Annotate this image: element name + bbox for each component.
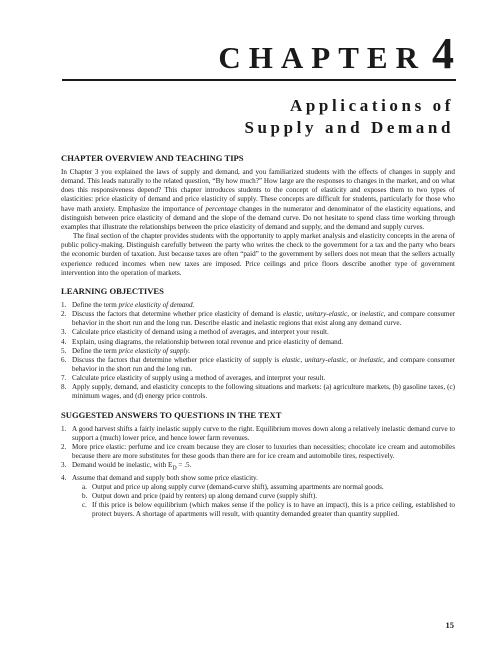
answer-item bbox=[61, 425, 455, 443]
objective-number: 4. bbox=[61, 337, 67, 346]
answer-subitem bbox=[72, 501, 455, 519]
objective-emphasis: elastic, unitary-elastic, bbox=[281, 355, 349, 364]
answer-text: A good harvest shifts a fairly inelastic supply curve to the right. Equilibrium moves down along a relatively inelastic demand curve to support a (much) lower price, and hence lower farm revenues. bbox=[72, 424, 455, 442]
subitem-text: Output down and price (paid by renters) up along demand curve (supply shift). bbox=[92, 492, 318, 501]
answer-text: Demand would be inelastic, with E bbox=[72, 461, 173, 470]
answer-subitem bbox=[72, 483, 455, 492]
objective-text: Discuss the factors that determine whether price elasticity of demand is bbox=[72, 310, 283, 319]
subitem-letter: a. bbox=[82, 482, 87, 491]
answer-sublist bbox=[72, 483, 455, 520]
body-content bbox=[61, 153, 455, 520]
overview-p1-text-a: In Chapter 3 you explained the laws of supply and demand, and you familiarized students with the effects of changes in supply and demand. This leads naturally to the related question, “By how much?” How large are the responses to changes in the market, and on what does this responsiveness depend? This chapter introduces students to the concept of elasticity and exposes them to two types of elasticities: price elasticity of demand and price elasticity of supply. These concepts are difficult for students, particularly for those who have math anxiety. Emphasize the importance of bbox=[61, 168, 455, 213]
answer-text: = .5. bbox=[176, 461, 192, 470]
answers-heading: SUGGESTED ANSWERS TO QUESTIONS IN THE TEXT bbox=[61, 409, 282, 420]
chapter-number: 4 bbox=[432, 29, 454, 78]
overview-p1-text-b: changes in the numerator and denominator of the elasticity equations, and distinguish between price elasticity of demand and the slope of the demand curve. Do not hesitate to spend class time working through examples that illustrate the relationships between the price elasticity of demand and supply, and the demand and supply curves. bbox=[61, 204, 455, 231]
objective-text: or bbox=[349, 310, 360, 319]
page-number: 15 bbox=[445, 620, 454, 630]
objective-text: Define the term bbox=[72, 346, 119, 355]
chapter-title bbox=[244, 95, 454, 139]
objective-text: and compare consumer behavior in the short run and the long run. bbox=[72, 355, 456, 373]
heading-rule bbox=[62, 79, 456, 81]
answer-text: More price elastic: perfume and ice cream because they are closer to luxuries than necessities; chocolate ice cream and automobiles because there are more substitutes for these goods than there are for ice cream and automobile tires, respectively. bbox=[72, 442, 455, 461]
objective-item bbox=[61, 310, 455, 328]
objective-item bbox=[61, 328, 455, 337]
objective-number: 7. bbox=[61, 374, 67, 383]
objective-emphasis: inelastic, bbox=[358, 355, 385, 364]
objective-text: Discuss the factors that determine whether price elasticity of supply is bbox=[72, 355, 282, 364]
answers-list bbox=[61, 425, 455, 520]
objective-text: and compare consumer behavior in the short run and the long run. Describe elastic and inelastic regions that exist along any demand curve. bbox=[72, 310, 455, 328]
objective-emphasis: inelastic, bbox=[359, 310, 386, 319]
answer-item bbox=[61, 474, 455, 520]
chapter-word: CHAPTER bbox=[218, 40, 426, 75]
overview-paragraph-2: The final section of the chapter provides students with the opportunity to apply market analysis and elasticity concepts in the arena of public policy-making. Distinguish carefully between the party who writes the check to the government for a tax and the party who bears the economic burden of taxation. Just because taxes are often “paid” to the government by sellers does not mean that the sellers actually experience reduced incomes when new taxes are imposed. Price ceilings and price floors describe another type of government intervention into the operation of markets. bbox=[61, 232, 455, 277]
answer-text: Assume that demand and supply both show some price elasticity. bbox=[72, 473, 258, 482]
objective-emphasis: elastic, unitary-elastic, bbox=[282, 310, 350, 319]
overview-paragraph-1 bbox=[61, 168, 455, 232]
objective-item bbox=[61, 383, 455, 401]
answer-item bbox=[61, 461, 455, 474]
overview-heading: CHAPTER OVERVIEW AND TEACHING TIPS bbox=[61, 153, 244, 163]
subitem-letter: b. bbox=[82, 492, 88, 501]
objective-text: Define the term bbox=[72, 300, 119, 309]
answer-subitem bbox=[72, 492, 455, 501]
objective-text: Calculate price elasticity of supply using a method of averages, and interpret your result. bbox=[72, 374, 326, 383]
objective-text: Apply supply, demand, and elasticity concepts to the following situations and markets: (a) agriculture markets, (b) gasoline taxes, (c) minimum wages, and (d) energy price controls. bbox=[72, 383, 455, 401]
objectives-list bbox=[61, 301, 455, 402]
objective-number: 6. bbox=[61, 355, 67, 364]
objective-number: 2. bbox=[61, 310, 67, 319]
subitem-text: Output and price up along supply curve (demand-curve shift), assuming apartments are normal goods. bbox=[92, 482, 384, 491]
objective-text: or bbox=[348, 355, 359, 364]
objective-emphasis: price elasticity of supply. bbox=[118, 346, 190, 355]
objective-item bbox=[61, 301, 455, 310]
answer-number: 3. bbox=[61, 461, 67, 470]
answer-number: 2. bbox=[61, 442, 67, 451]
answer-number: 1. bbox=[61, 424, 67, 433]
objective-item bbox=[61, 356, 455, 374]
overview-p1-emphasis: percentage bbox=[205, 204, 237, 213]
chapter-title-line-1: Applications of bbox=[289, 96, 454, 115]
objectives-heading: LEARNING OBJECTIVES bbox=[61, 285, 164, 296]
objective-item bbox=[61, 347, 455, 356]
objective-number: 3. bbox=[61, 328, 67, 337]
objective-text: Explain, using diagrams, the relationship between total revenue and price elasticity of demand. bbox=[72, 337, 344, 346]
objective-emphasis: price elasticity of demand. bbox=[118, 300, 195, 309]
subitem-letter: c. bbox=[82, 501, 87, 510]
subscript: D bbox=[172, 465, 177, 472]
objective-number: 5. bbox=[61, 346, 67, 355]
objective-text: Calculate price elasticity of demand using a method of averages, and interpret your result. bbox=[72, 328, 329, 337]
chapter-heading bbox=[218, 28, 454, 79]
subitem-text: If this price is below equilibrium (which makes sense if the policy is to have an impact), this is a price ceiling, established to protect buyers. A shortage of apartments will result, with quantity demanded greater than quantity supplied. bbox=[92, 501, 455, 519]
objective-item bbox=[61, 338, 455, 347]
answer-number: 4. bbox=[61, 473, 67, 482]
objective-number: 8. bbox=[61, 383, 67, 392]
objective-item bbox=[61, 374, 455, 383]
answer-item bbox=[61, 443, 455, 461]
objective-number: 1. bbox=[61, 300, 67, 309]
chapter-title-line-2: Supply and Demand bbox=[244, 118, 454, 137]
